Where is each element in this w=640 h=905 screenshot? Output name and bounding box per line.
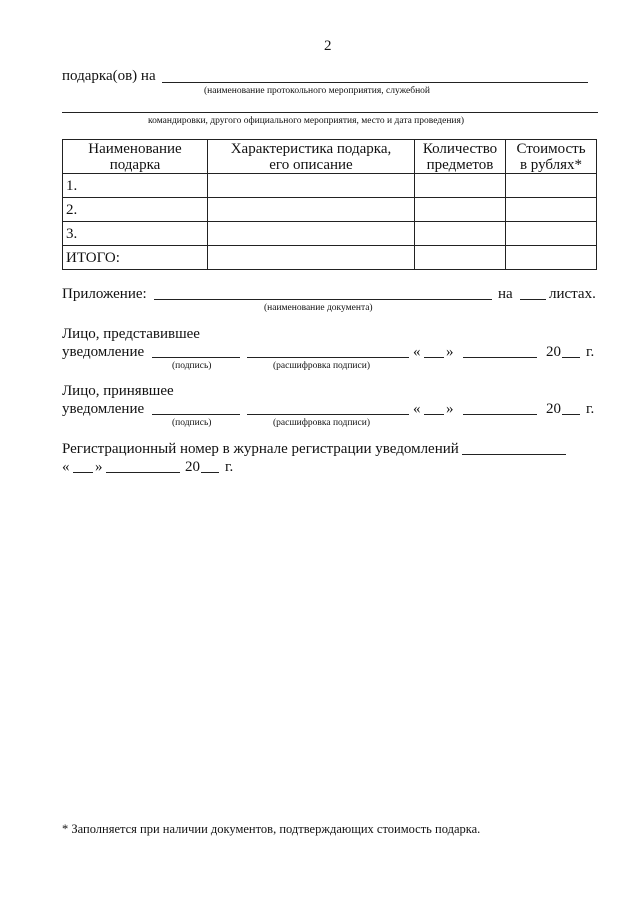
registration-label: Регистрационный номер в журнале регистрации уведомлений xyxy=(62,441,459,457)
receiver-year-suffix: г. xyxy=(586,401,595,417)
receiver-label-2: уведомление xyxy=(62,401,145,417)
receiver-decoding-field[interactable] xyxy=(247,414,409,415)
receiver-year-field[interactable] xyxy=(562,414,580,415)
registration-day-field[interactable] xyxy=(73,472,93,473)
submitter-hint-signature: (подпись) xyxy=(172,361,212,371)
registration-year-field[interactable] xyxy=(201,472,219,473)
table-row xyxy=(63,222,597,246)
receiver-hint-decoding: (расшифровка подписи) xyxy=(273,418,370,428)
table-header-row xyxy=(63,140,597,174)
page-number: 2 xyxy=(324,38,332,54)
submitter-label-1: Лицо, представившее xyxy=(62,326,200,342)
attachment-sheets-field[interactable] xyxy=(520,299,546,300)
attachment-hint: (наименование документа) xyxy=(264,303,373,313)
registration-month-field[interactable] xyxy=(106,472,180,473)
attachment-on: на xyxy=(498,286,513,302)
submitter-signature-field[interactable] xyxy=(152,357,240,358)
total-quantity[interactable] xyxy=(415,246,506,270)
receiver-signature-field[interactable] xyxy=(152,414,240,415)
submitter-year-field[interactable] xyxy=(562,357,580,358)
registration-year-suffix: г. xyxy=(225,459,234,475)
total-label: ИТОГО: xyxy=(63,246,208,270)
event-field-line-2[interactable] xyxy=(62,112,598,113)
submitter-label-2: уведомление xyxy=(62,344,145,360)
row-number: 2. xyxy=(63,198,208,222)
receiver-month-field[interactable] xyxy=(463,414,537,415)
event-field[interactable] xyxy=(162,82,588,83)
total-cost[interactable] xyxy=(506,246,597,270)
attachment-label: Приложение: xyxy=(62,286,147,302)
attachment-sheets: листах. xyxy=(549,286,596,302)
registration-quote-close: » xyxy=(95,459,103,475)
receiver-year-prefix: 20 xyxy=(546,401,561,417)
attachment-field[interactable] xyxy=(154,299,492,300)
submitter-decoding-field[interactable] xyxy=(247,357,409,358)
cell-description[interactable] xyxy=(208,198,415,222)
receiver-day-field[interactable] xyxy=(424,414,444,415)
registration-number-field[interactable] xyxy=(462,454,566,455)
submitter-year-suffix: г. xyxy=(586,344,595,360)
header-cost: Стоимость в рублях* xyxy=(506,140,597,174)
row-number: 3. xyxy=(63,222,208,246)
total-description[interactable] xyxy=(208,246,415,270)
footnote: * Заполняется при наличии документов, подтверждающих стоимость подарка. xyxy=(62,822,481,836)
submitter-quote-open: « xyxy=(413,344,421,360)
submitter-day-field[interactable] xyxy=(424,357,444,358)
header-quantity: Количество предметов xyxy=(415,140,506,174)
row-number: 1. xyxy=(63,174,208,198)
header-description: Характеристика подарка, его описание xyxy=(208,140,415,174)
submitter-year-prefix: 20 xyxy=(546,344,561,360)
event-label: подарка(ов) на xyxy=(62,68,156,84)
cell-cost[interactable] xyxy=(506,222,597,246)
cell-cost[interactable] xyxy=(506,174,597,198)
cell-quantity[interactable] xyxy=(415,222,506,246)
cell-description[interactable] xyxy=(208,222,415,246)
receiver-hint-signature: (подпись) xyxy=(172,418,212,428)
registration-year-prefix: 20 xyxy=(185,459,200,475)
cell-quantity[interactable] xyxy=(415,198,506,222)
event-hint-2: командировки, другого официального мероприятия, место и дата проведения) xyxy=(148,116,465,126)
event-hint-1: (наименование протокольного мероприятия, служебной xyxy=(204,86,430,96)
table-row xyxy=(63,174,597,198)
gifts-table xyxy=(62,139,597,270)
submitter-quote-close: » xyxy=(446,344,454,360)
receiver-quote-open: « xyxy=(413,401,421,417)
registration-quote-open: « xyxy=(62,459,70,475)
header-gift-name: Наименование подарка xyxy=(63,140,208,174)
submitter-hint-decoding: (расшифровка подписи) xyxy=(273,361,370,371)
table-row xyxy=(63,198,597,222)
cell-quantity[interactable] xyxy=(415,174,506,198)
receiver-quote-close: » xyxy=(446,401,454,417)
receiver-label-1: Лицо, принявшее xyxy=(62,383,174,399)
table-total-row xyxy=(63,246,597,270)
submitter-month-field[interactable] xyxy=(463,357,537,358)
cell-cost[interactable] xyxy=(506,198,597,222)
cell-description[interactable] xyxy=(208,174,415,198)
